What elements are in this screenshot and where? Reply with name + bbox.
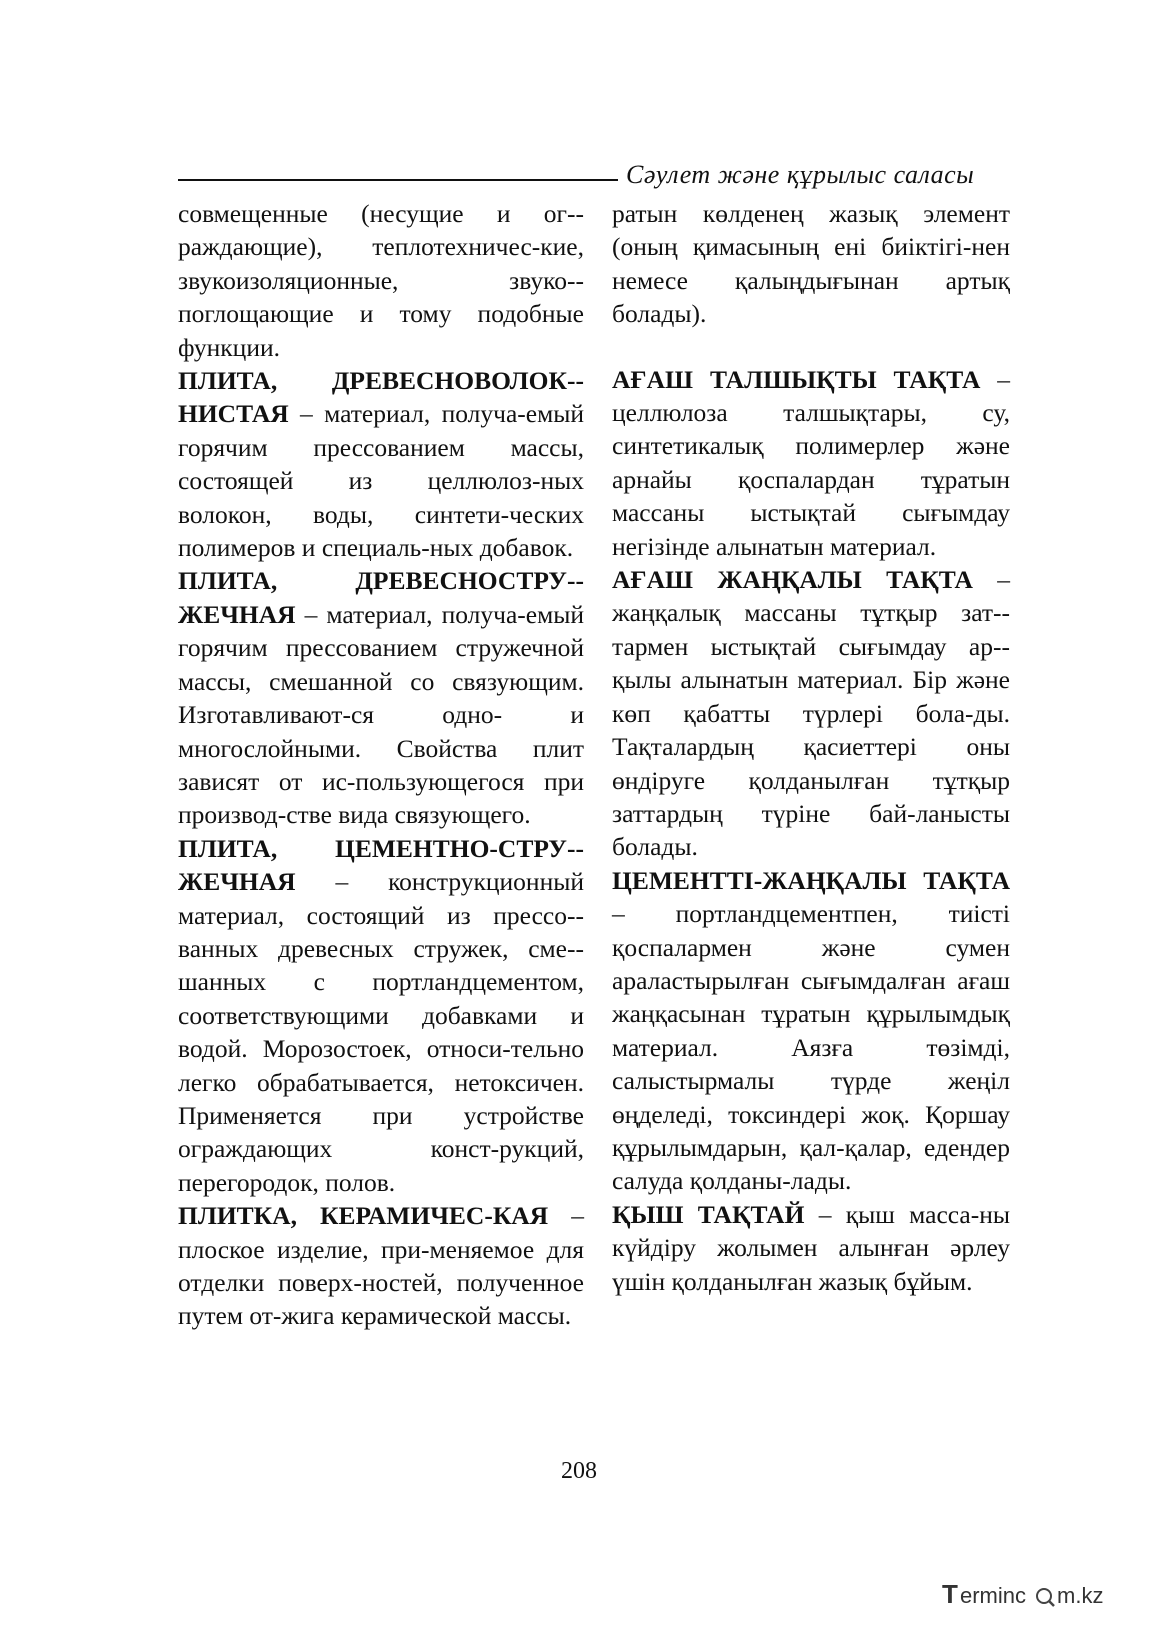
dictionary-entry [612,864,1010,1198]
svg-text:T: T [942,1579,958,1609]
header-rule [178,179,618,181]
page-number: 208 [561,1458,597,1484]
dictionary-entry [178,832,584,1199]
entry-definition: – конструкционный материал, состоящий из прессо-ванных древесных стружек, сме-шанных с портландцементом, соответствующими добавками и водой. Морозостоек, относи-тельно легко обрабатывается, нетоксичен. Применяется при устройстве ограждающих конст-рукций, перегородок, полов. [178,867,584,1197]
entry-definition: – қыш масса-ны күйдіру жолымен алынған әрлеу үшін қолданылған жазық бұйым. [612,1199,1010,1296]
entry-term: ПЛИТА, ДРЕВЕСНОВОЛОК-НИСТАЯ [178,366,584,429]
entry-term: АҒАШ ТАЛШЫҚТЫ ТАҚТА [612,364,981,394]
dictionary-entry [178,364,584,564]
entry-definition: – жаңқалық массаны тұтқыр зат-тармен ыстықтай сығымдау ар-қылы алынатын материал. Бір және көп қабатты түрлері бола-ды. Тақталардың қасиеттері оны өндіруге қолданылған тұтқыр заттардың түріне бай-ланысты болады. [612,565,1010,862]
watermark-logo [940,1575,1140,1615]
dictionary-entry [178,1199,584,1333]
entry-definition: – материал, получа-емый горячим прессованием массы, состоящей из целлюлоз-ных волокон, воды, синтети-ческих полимеров и специаль-ных добавок. [178,399,584,563]
dictionary-entry [612,563,1010,864]
dictionary-entry [612,1198,1010,1298]
left-column [178,197,584,1333]
entry-term: ПЛИТКА, КЕРАМИЧЕС-КАЯ [178,1201,549,1231]
entry-term: ПЛИТА, ДРЕВЕСНОСТРУ-ЖЕЧНАЯ [178,566,584,629]
site-watermark [940,1575,1140,1615]
entry-definition: – портландцементпен, тиісті қоспалармен және сумен араластырылған сығымдалған ағаш жаңқасынан тұратын құрылымдық материал. Аязға төзімді, салыстырмалы түрде жеңіл өңделеді, токсиндері жоқ. Қоршау құрылымдарын, қал-қалар, едендер салуда қолданы-лады. [612,899,1010,1196]
entry-term: ПЛИТА, ЦЕМЕНТНО-СТРУ-ЖЕЧНАЯ [178,833,584,897]
dictionary-entry [612,363,1010,563]
magnifier-icon [1037,1589,1054,1606]
entry-term: АҒАШ ЖАҢҚАЛЫ ТАҚТА [612,565,973,595]
entry-definition: – плоское изделие, при-меняемое для отделки поверх-ностей, полученное путем от-жига керамической массы. [178,1201,584,1331]
svg-text:erminc: erminc [960,1583,1027,1608]
svg-text:m.kz: m.kz [1057,1583,1104,1608]
continued-paragraph: совмещенные (несущие и ог-раждающие), теплотехничес-кие, звукоизоляционные, звуко-поглощающие и тому подобные функции. [178,199,584,362]
entry-term: ЦЕМЕНТТІ-ЖАҢҚАЛЫ ТАҚТА [612,865,1010,895]
entry-definition: – целлюлоза талшықтары, су, синтетикалық полимерлер және арнайы қоспалардан тұратын массаны ыстықтай сығымдау негізінде алынатын материал. [612,364,1010,561]
right-column [612,197,1010,1298]
continued-paragraph: ратын көлденең жазық элемент (оның қимасының ені биіктігі-нен немесе қалыңдығынан артық болады). [612,199,1010,329]
dictionary-entry [178,564,584,831]
running-header: Сәулет және құрылыс саласы [626,160,975,189]
entry-definition: – материал, получа-емый горячим прессованием стружечной массы, смешанной со связующим. Изготавливают-ся одно- и многослойными. Свойства плит зависят от ис-пользующегося при производ-стве вида связующего. [178,599,584,830]
entry-term: ҚЫШ ТАҚТАЙ [612,1199,805,1229]
